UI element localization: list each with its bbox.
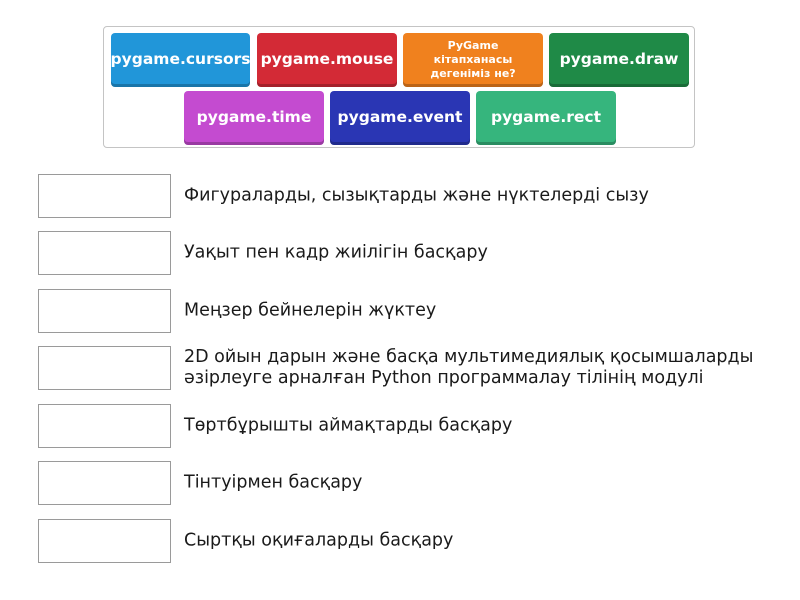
tile-pygame-cursors[interactable]: pygame.cursors <box>111 33 250 87</box>
definition-text: Сыртқы оқиғаларды басқару <box>184 530 454 551</box>
tile-pygame-time[interactable]: pygame.time <box>184 91 324 145</box>
drop-box[interactable] <box>38 404 171 448</box>
drop-box[interactable] <box>38 346 171 390</box>
tile-pygame-rect[interactable]: pygame.rect <box>476 91 616 145</box>
drop-box[interactable] <box>38 519 171 563</box>
definition-text: 2D ойын дарын және басқа мультимедиялық қосымшаларды әзірлеуге арналған Python программалау тілінің модулі <box>184 347 754 388</box>
tile-pool <box>103 26 695 148</box>
drop-box[interactable] <box>38 461 171 505</box>
definition-text: Уақыт пен кадр жиілігін басқару <box>184 242 488 263</box>
match-row <box>38 231 778 275</box>
tile-pygame-mouse[interactable]: pygame.mouse <box>257 33 397 87</box>
match-row <box>38 174 778 218</box>
tile-pygame-draw[interactable]: pygame.draw <box>549 33 689 87</box>
definition-text: Тінтуірмен басқару <box>184 472 363 493</box>
match-row <box>38 289 778 333</box>
drop-box[interactable] <box>38 231 171 275</box>
tile-pygame-question[interactable]: PyGame кітапханасы дегеніміз не? <box>403 33 543 87</box>
match-row <box>38 404 778 448</box>
tile-pygame-event[interactable]: pygame.event <box>330 91 470 145</box>
drop-box[interactable] <box>38 174 171 218</box>
definition-text: Фигураларды, сызықтарды және нүктелерді сызу <box>184 185 649 206</box>
drop-box[interactable] <box>38 289 171 333</box>
match-row <box>38 346 778 390</box>
definition-text: Меңзер бейнелерін жүктеу <box>184 300 437 321</box>
match-row <box>38 461 778 505</box>
definition-text: Төртбұрышты аймақтарды басқару <box>184 415 513 436</box>
match-row <box>38 519 778 563</box>
